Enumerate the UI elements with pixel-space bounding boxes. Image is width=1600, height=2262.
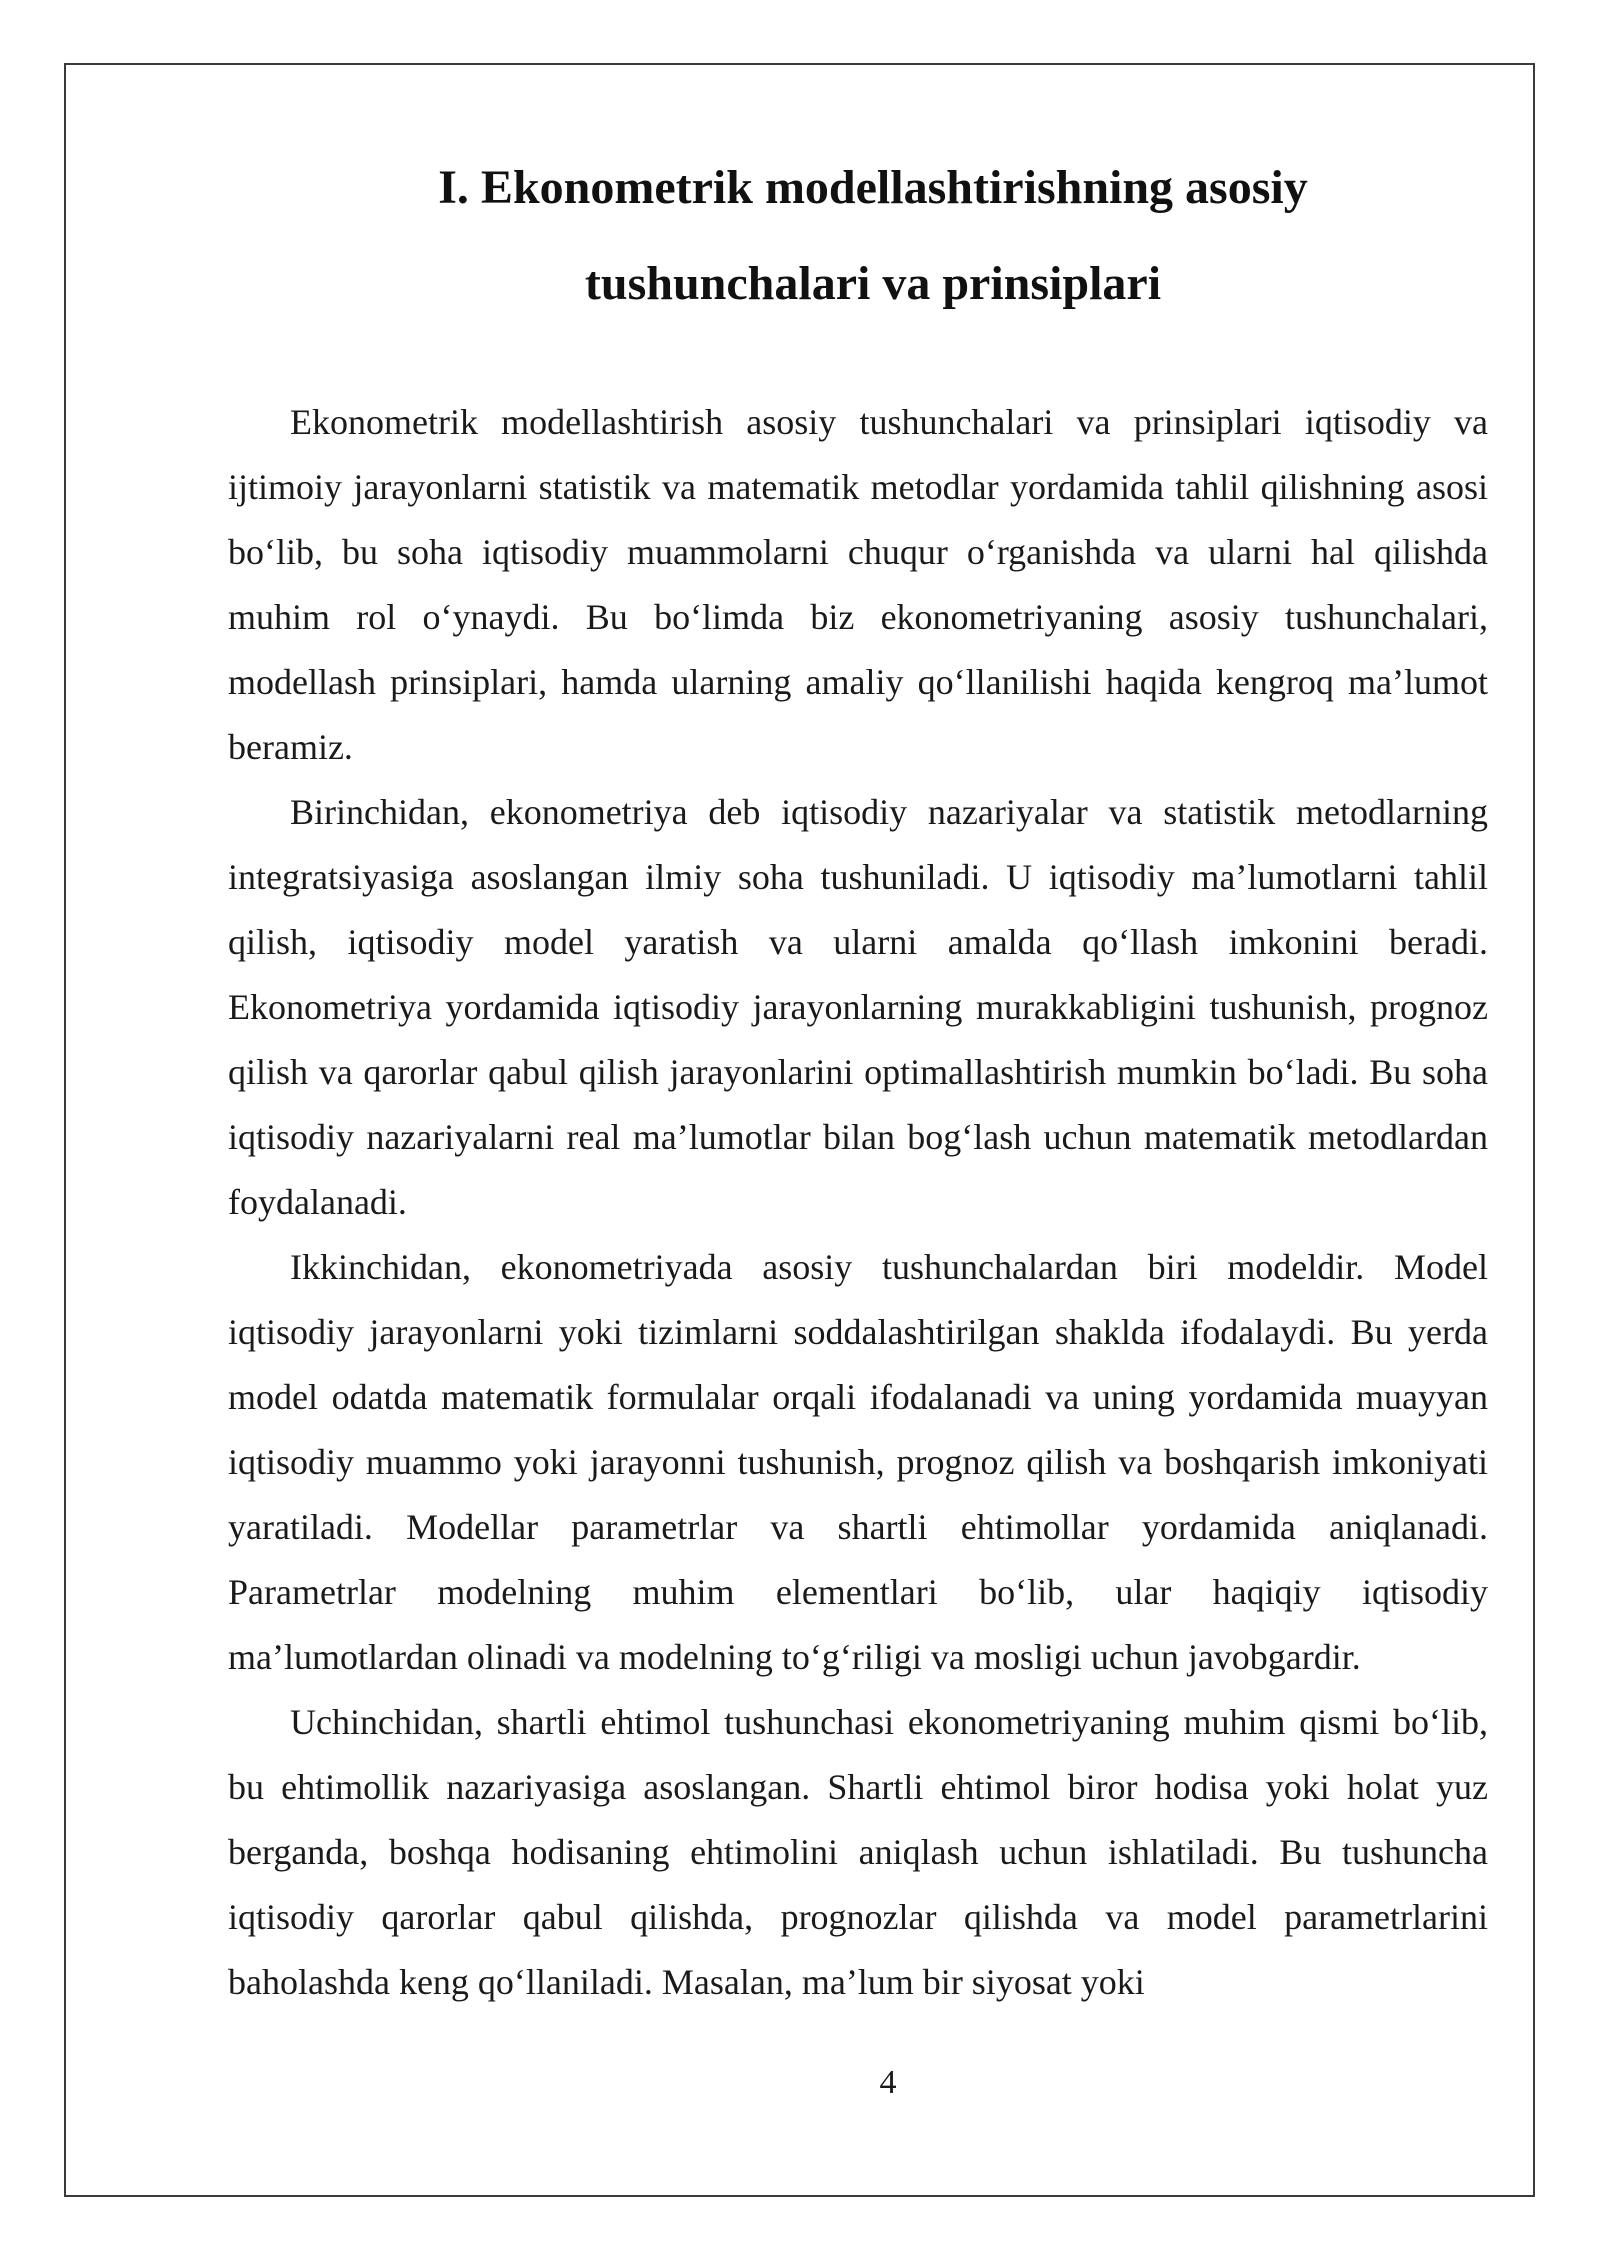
- paragraph-first-point: Birinchidan, ekonometriya deb iqtisodiy nazariyalar va statistik metodlarning integratsiyasiga asoslangan ilmiy soha tushuniladi. U iqtisodiy ma’lumotlarni tahlil qilish, iqtisodiy model yaratish va ularni amalda qo‘llash imkonini beradi. Ekonometriya yordamida iqtisodiy jarayonlarning murakkabligini tushunish, prognoz qilish va qarorlar qabul qilish jarayonlarini optimallashtirish mumkin bo‘ladi. Bu soha iqtisodiy nazariyalarni real ma’lumotlar bilan bog‘lash uchun matematik metodlardan foydalanadi.: [228, 792, 1488, 1222]
- paragraph-intro: Ekonometrik modellashtirish asosiy tushunchalari va prinsiplari iqtisodiy va ijtimoiy jarayonlarni statistik va matematik metodlar yordamida tahlil qilishning asosi bo‘lib, bu soha iqtisodiy muammolarni chuqur o‘rganishda va ularni hal qilishda muhim rol o‘ynaydi. Bu bo‘limda biz ekonometriyaning asosiy tushunchalari, modellash prinsiplari, hamda ularning amaliy qo‘llanilishi haqida kengroq ma’lumot beramiz.: [228, 402, 1488, 767]
- page-number: 4: [879, 2064, 897, 2101]
- section-heading-line-2: tushunchalari va prinsiplari: [584, 257, 1162, 310]
- paragraph-second-point: Ikkinchidan, ekonometriyada asosiy tushunchalardan biri modeldir. Model iqtisodiy jarayonlarni yoki tizimlarni soddalashtirilgan shaklda ifodalaydi. Bu yerda model odatda matematik formulalar orqali ifodalanadi va uning yordamida muayyan iqtisodiy muammo yoki jarayonni tushunish, prognoz qilish va boshqarish imkoniyati yaratiladi. Modellar parametrlar va shartli ehtimollar yordamida aniqlanadi. Parametrlar modelning muhim elementlari bo‘lib, ular haqiqiy iqtisodiy ma’lumotlardan olinadi va modelning to‘g‘riligi va mosligi uchun javobgardir.: [228, 1247, 1488, 1677]
- section-heading-line-1: I. Ekonometrik modellashtirishning asosiy: [438, 161, 1308, 214]
- section-heading: [228, 140, 1488, 332]
- paragraph-third-point: Uchinchidan, shartli ehtimol tushunchasi ekonometriyaning muhim qismi bo‘lib, bu ehtimollik nazariyasiga asoslangan. Shartli ehtimol biror hodisa yoki holat yuz berganda, boshqa hodisaning ehtimolini aniqlash uchun ishlatiladi. Bu tushuncha iqtisodiy qarorlar qabul qilishda, prognozlar qilishda va model parametrlarini baholashda keng qo‘llaniladi. Masalan, ma’lum bir siyosat yoki: [228, 1702, 1488, 2002]
- page-content: [228, 140, 1488, 2015]
